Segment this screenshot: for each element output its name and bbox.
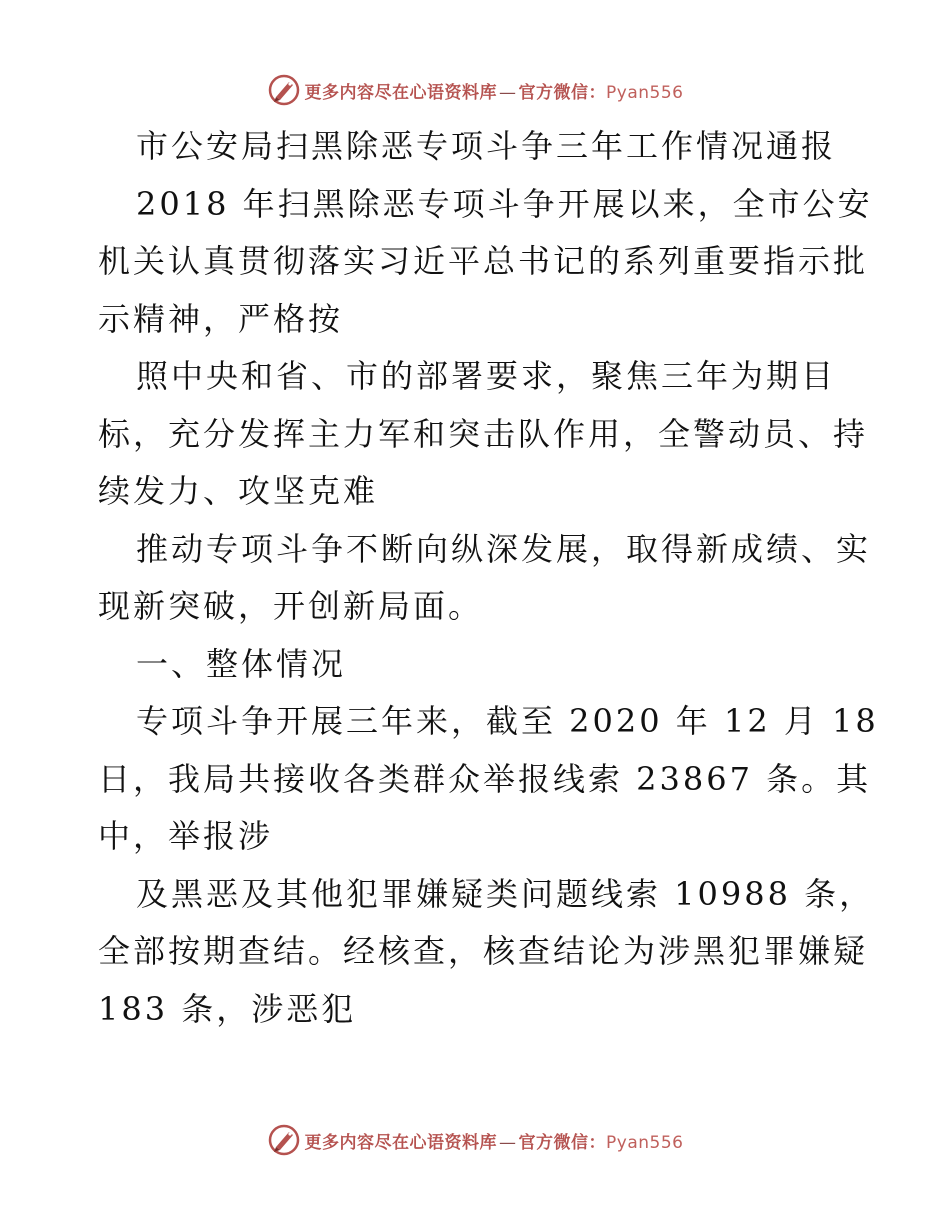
watermark-banner-bottom bbox=[0, 1120, 950, 1160]
watermark-contact: 官方微信： bbox=[518, 82, 607, 103]
watermark-brand: 更多内容尽在心语资料库 bbox=[304, 82, 498, 103]
text-line: 专项斗争开展三年来，截至 2020 年 12 月 18 bbox=[136, 702, 879, 740]
watermark-contact: 官方微信： bbox=[518, 1132, 607, 1153]
text-line: 183 条，涉恶犯 bbox=[98, 989, 357, 1028]
watermark-text bbox=[305, 1128, 684, 1153]
text-line: 照中央和省、市的部署要求，聚焦三年为期目 bbox=[136, 357, 837, 395]
text-line: 日，我局共接收各类群众举报线索 23867 条。其 bbox=[98, 759, 872, 798]
text-line: 及黑恶及其他犯罪嫌疑类问题线索 10988 条， bbox=[136, 874, 875, 913]
text-line: 全部按期查结。经核查，核查结论为涉黑犯罪嫌疑 bbox=[98, 932, 869, 970]
section-heading: 一、整体情况 bbox=[136, 644, 347, 683]
watermark-dash: — bbox=[499, 1132, 517, 1153]
text-line: 现新突破，开创新局面。 bbox=[98, 587, 484, 625]
watermark-dash: — bbox=[499, 82, 517, 103]
watermark-handle: Pyan556 bbox=[606, 82, 684, 103]
watermark-banner-top bbox=[0, 70, 950, 110]
document-body bbox=[98, 118, 879, 1038]
text-line: 推动专项斗争不断向纵深发展，取得新成绩、实 bbox=[136, 529, 872, 568]
text-line: 2018 年扫黑除恶专项斗争开展以来，全市公安 bbox=[136, 184, 873, 223]
pen-logo-icon bbox=[267, 73, 301, 107]
watermark-handle: Pyan556 bbox=[606, 1132, 684, 1153]
text-line: 机关认真贯彻落实习近平总书记的系列重要指示批 bbox=[98, 242, 869, 280]
text-line: 中，举报涉 bbox=[98, 817, 274, 855]
text-line: 标，充分发挥主力军和突击队作用，全警动员、持 bbox=[98, 414, 869, 453]
watermark-text bbox=[305, 78, 684, 103]
text-line: 示精神，严格按 bbox=[98, 299, 344, 338]
watermark-brand: 更多内容尽在心语资料库 bbox=[304, 1132, 498, 1153]
text-line: 续发力、攻坚克难 bbox=[98, 472, 379, 510]
document-title: 市公安局扫黑除恶专项斗争三年工作情况通报 bbox=[136, 127, 837, 165]
pen-logo-icon bbox=[267, 1123, 301, 1157]
